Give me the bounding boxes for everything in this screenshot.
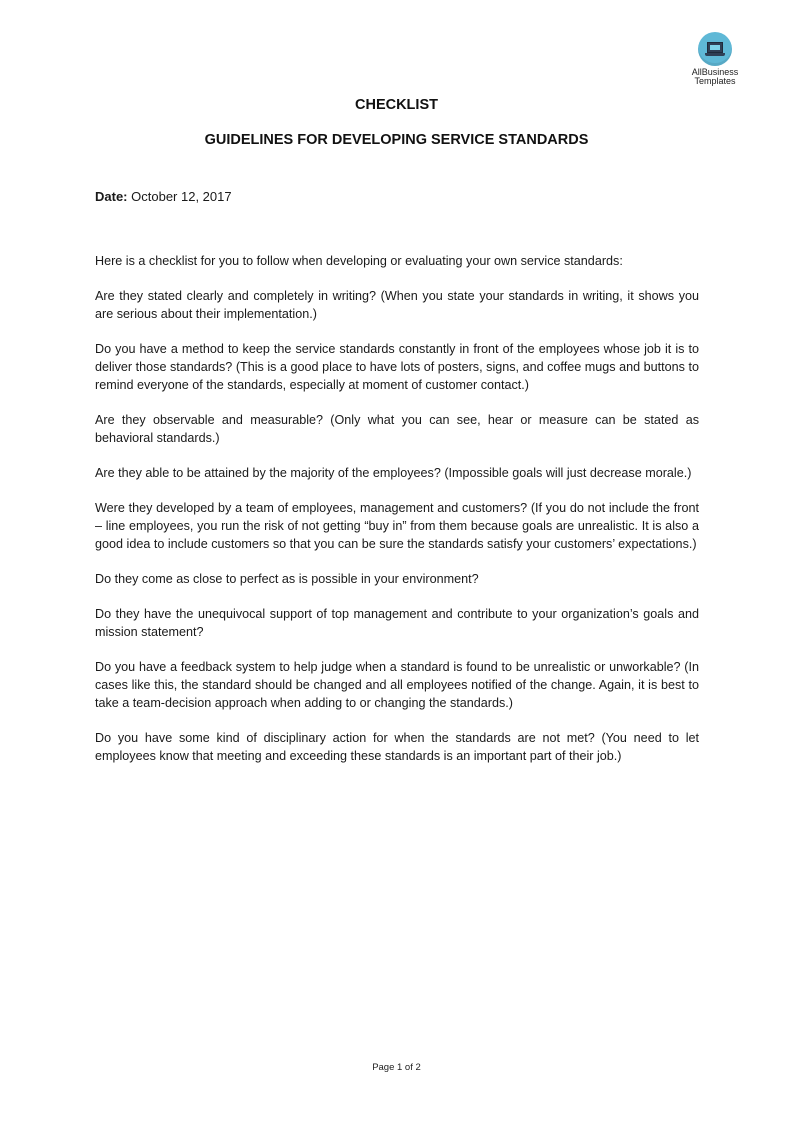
date-line [95, 189, 232, 204]
document-title: CHECKLIST [355, 97, 438, 113]
checklist-item: Were they developed by a team of employees, management and customers? (If you do not include the front – line employees, you run the risk of not getting “buy in” from them because goals are unrealistic. It is also a good idea to include customers so that you can be sure the standards satisfy your customers’ expectations.) [95, 501, 699, 551]
logo-text [680, 68, 750, 86]
date-value: October 12, 2017 [131, 189, 232, 204]
logo-line-1: AllBusiness [691, 67, 739, 77]
checklist-item: Do they come as close to perfect as is possible in your environment? [95, 572, 479, 586]
checklist-item: Do they have the unequivocal support of top management and contribute to your organization’s goals and mission statement? [95, 607, 699, 639]
page-number: Page 1 of 2 [372, 1062, 421, 1073]
checklist-item: Are they observable and measurable? (Only what you can see, hear or measure can be stated as behavioral standards.) [95, 413, 699, 445]
date-label: Date: [95, 189, 128, 204]
brand-logo [680, 32, 750, 86]
document-body [95, 252, 699, 782]
checklist-item: Do you have a method to keep the service standards constantly in front of the employees whose job it is to deliver those standards? (This is a good place to have lots of posters, signs, and coffee mugs and buttons to remind everyone of the standards, especially at moment of customer contact.) [95, 342, 699, 392]
checklist-item: Are they stated clearly and completely in writing? (When you state your standards in writing, it shows you are serious about their implementation.) [95, 289, 699, 321]
document-subtitle: GUIDELINES FOR DEVELOPING SERVICE STANDARDS [204, 132, 589, 148]
checklist-item: Are they able to be attained by the majority of the employees? (Impossible goals will just decrease morale.) [95, 466, 692, 480]
logo-line-2: Templates [694, 76, 736, 86]
checklist-item: Do you have some kind of disciplinary action for when the standards are not met? (You need to let employees know that meeting and exceeding these standards is an important part of their job.) [95, 731, 699, 763]
laptop-icon [698, 32, 732, 66]
checklist-item: Do you have a feedback system to help judge when a standard is found to be unrealistic or unworkable? (In cases like this, the standard should be changed and all employees notified of the change. Again, it is best to take a team-decision approach when adding to or changing the standards.) [95, 660, 699, 710]
intro-paragraph: Here is a checklist for you to follow when developing or evaluating your own service standards: [95, 254, 623, 268]
